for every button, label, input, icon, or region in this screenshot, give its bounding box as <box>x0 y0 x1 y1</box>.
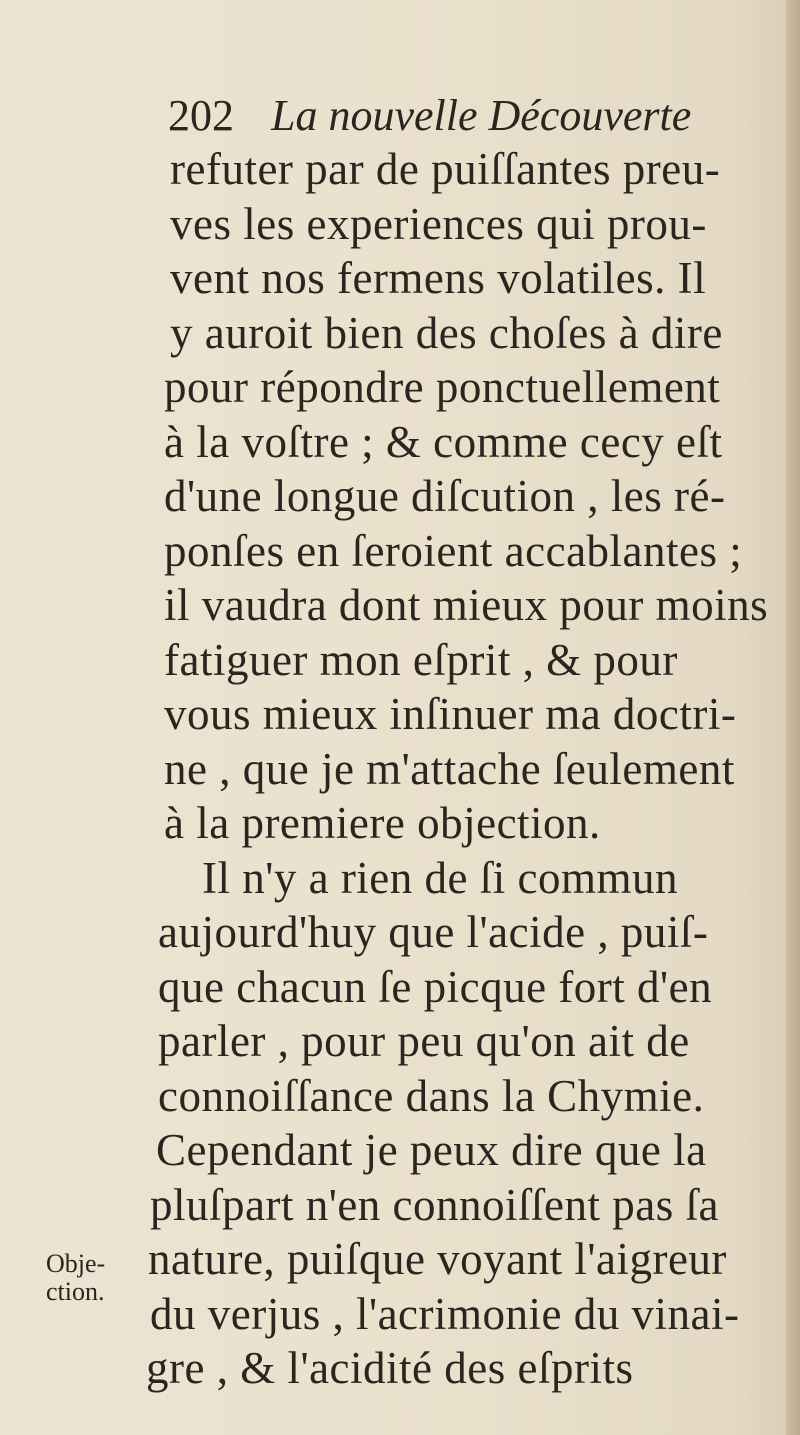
text-line: refuter par de puiſſantes preu- <box>170 144 721 194</box>
text-line: à la voſtre ; & comme cecy eſt <box>164 416 723 467</box>
text-line: du verjus , l'acrimonie du vinai- <box>150 1288 740 1339</box>
text-line: vous mieux inſinuer ma doctri- <box>164 689 737 739</box>
text-line: parler , pour peu qu'on ait de <box>158 1016 690 1066</box>
text-line: Il n'y a rien de ſi commun <box>202 852 678 903</box>
text-line: que chacun ſe picque fort d'en <box>158 961 713 1012</box>
text-line: pour répondre ponctuellement <box>164 362 721 412</box>
page-gutter <box>786 0 800 1435</box>
margin-note <box>46 1250 126 1306</box>
text-line: fatiguer mon eſprit , & pour <box>164 634 678 685</box>
text-line: il vaudra dont mieux pour moins <box>164 580 769 630</box>
text-line: pluſpart n'en connoiſſent pas ſa <box>150 1179 719 1230</box>
margin-note-line: ction. <box>46 1277 105 1306</box>
text-line: ves les experiences qui prou- <box>170 198 707 249</box>
text-line: à la premiere objection. <box>164 798 601 848</box>
text-line: y auroit bien des choſes à dire <box>170 307 723 358</box>
text-line: connoiſſance dans la Chymie. <box>158 1070 705 1121</box>
text-line: vent nos fermens volatiles. Il <box>170 253 707 303</box>
text-line: Cependant je peux dire que la <box>156 1125 707 1175</box>
text-line: ponſes en ſeroient accablantes ; <box>164 525 743 576</box>
margin-note-line: Obje- <box>46 1249 106 1278</box>
text-line: d'une longue diſcution , les ré- <box>164 471 726 521</box>
running-header <box>168 90 768 141</box>
running-title: La nouvelle Découverte <box>271 91 692 140</box>
text-line: nature, puiſque voyant l'aigreur <box>148 1234 727 1284</box>
page-number: 202 <box>168 91 234 140</box>
text-line: ne , que je m'attache ſeulement <box>164 743 735 794</box>
text-line: gre , & l'acidité des eſprits <box>146 1343 634 1393</box>
text-line: aujourd'huy que l'acide , puiſ- <box>158 907 709 957</box>
